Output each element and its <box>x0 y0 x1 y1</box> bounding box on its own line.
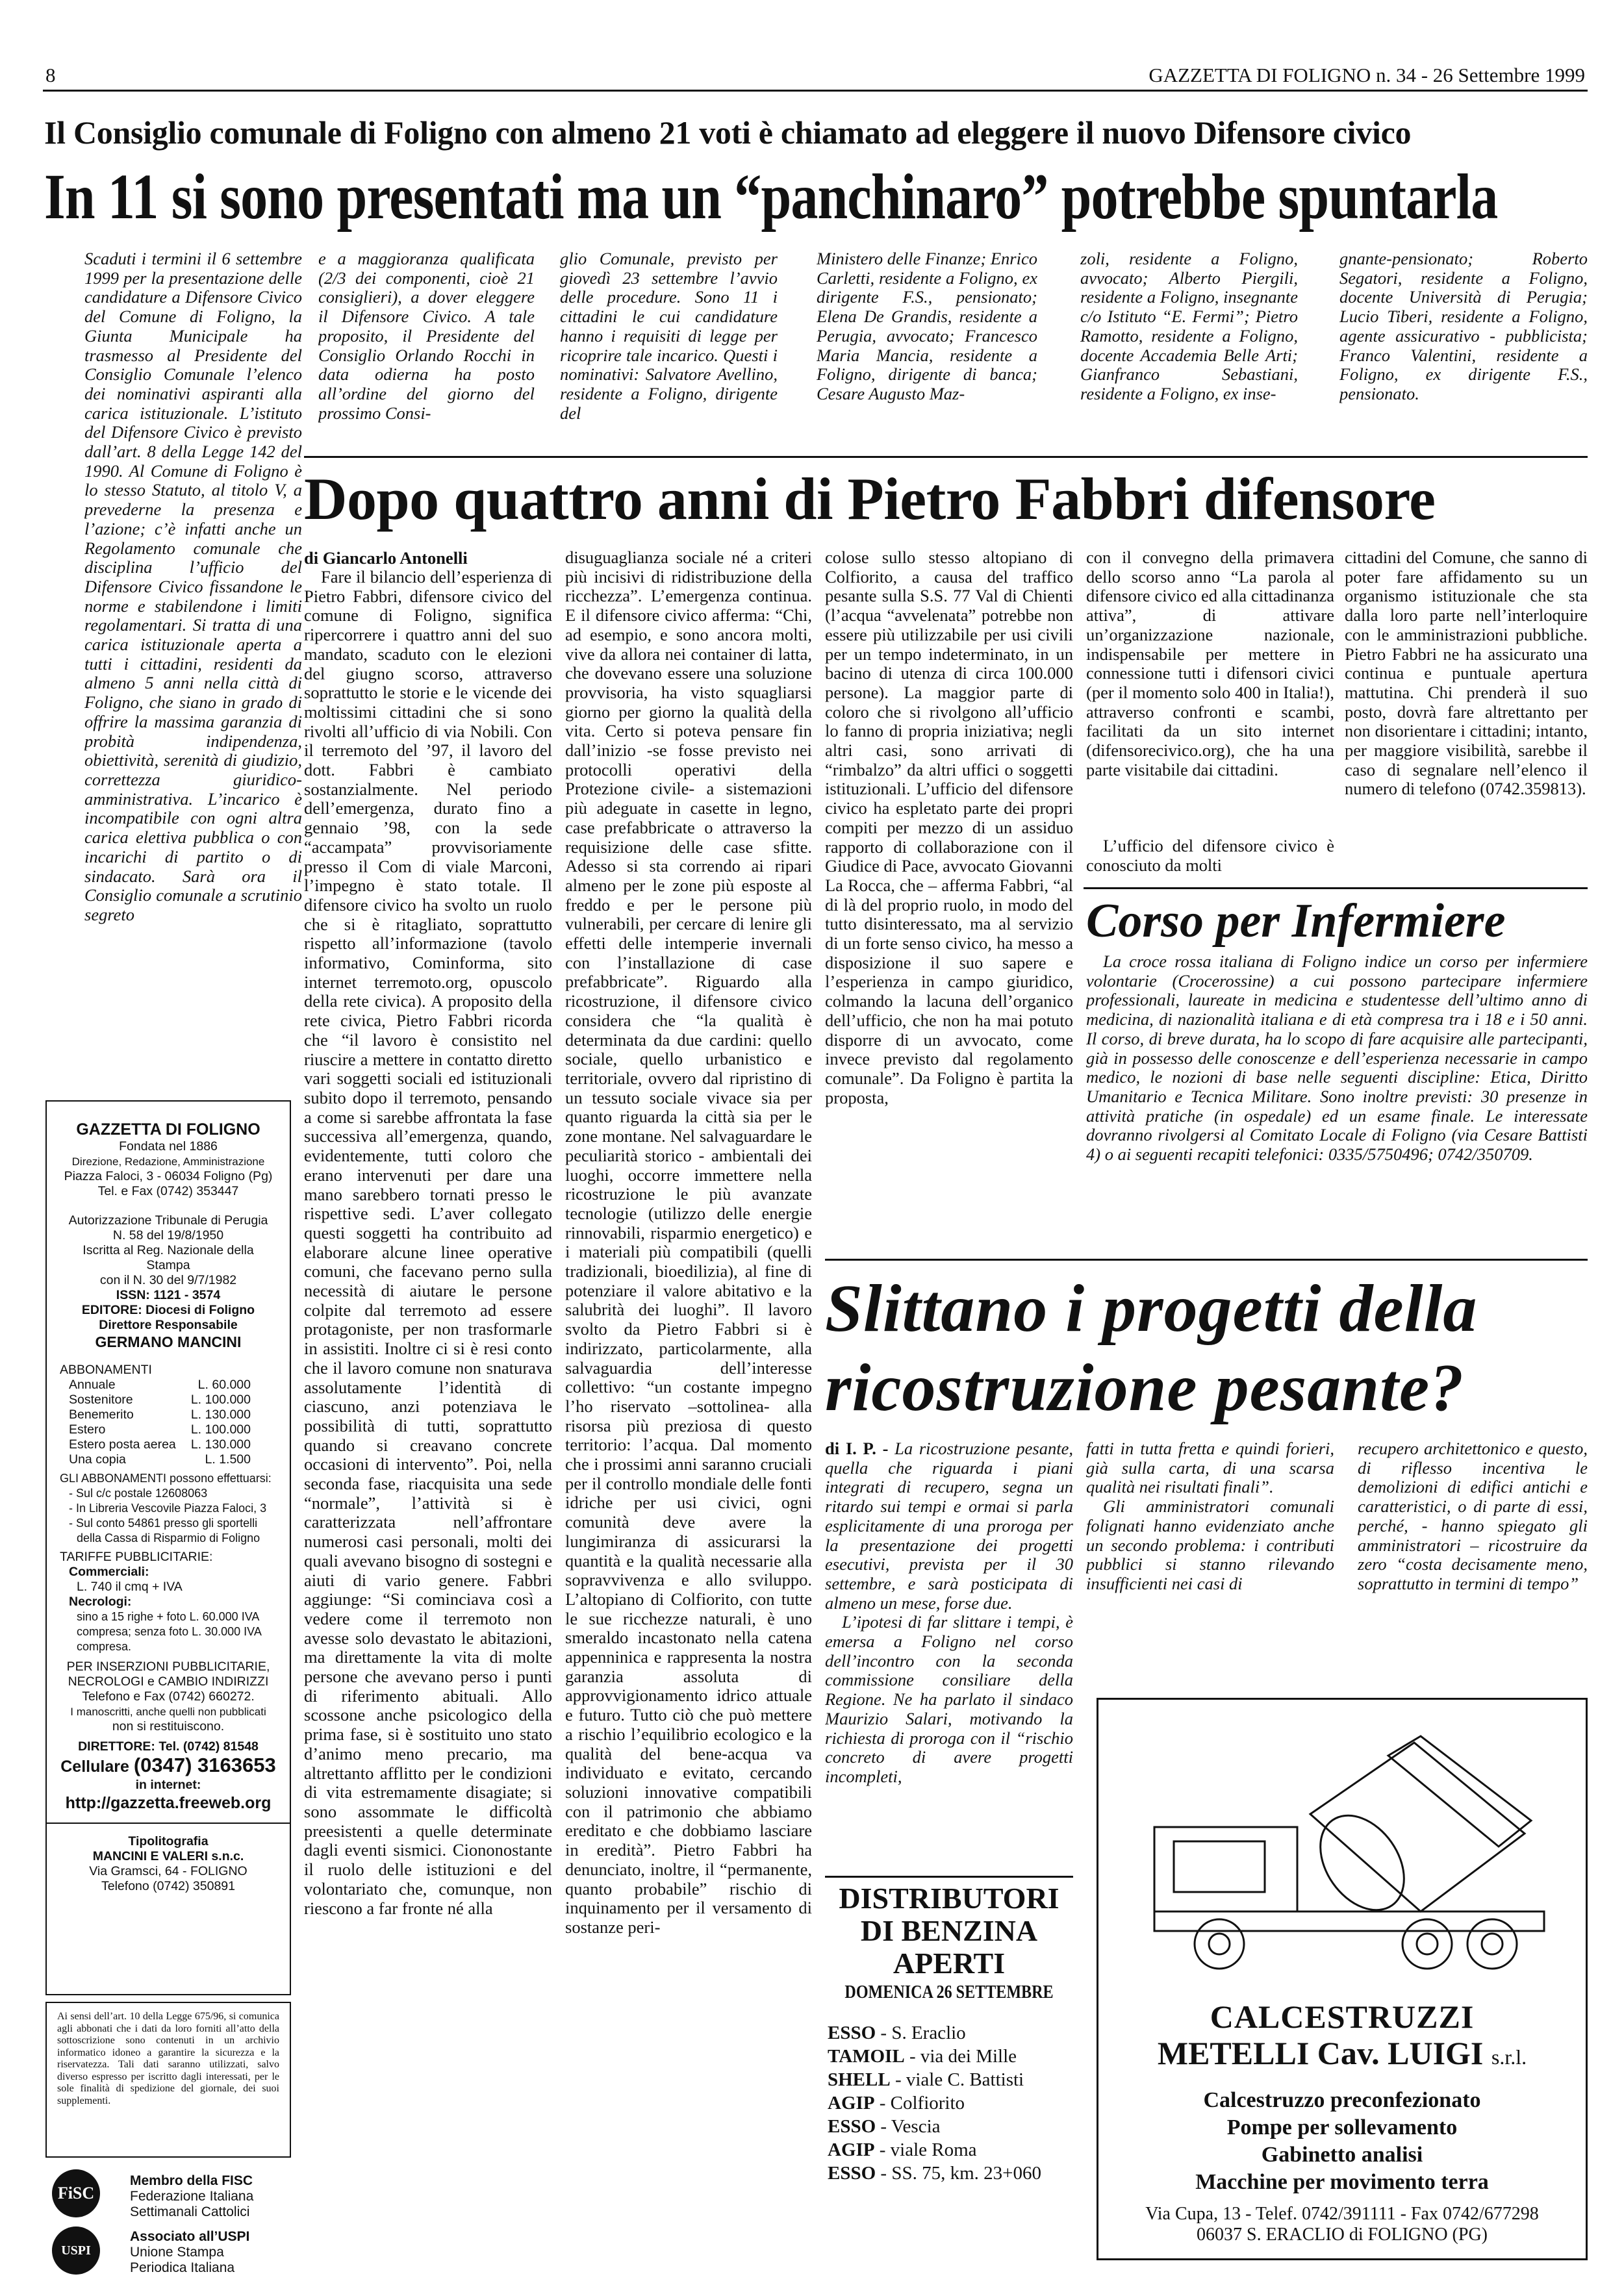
masthead-pay: - Sul conto 54861 presso gli sportelli <box>69 1517 258 1530</box>
fuel-station: ESSO - SS. 75, km. 23+060 <box>828 2163 1041 2184</box>
article1-bottom-rule <box>304 456 1588 458</box>
article3-headline: Corso per Infermiere <box>1086 894 1506 948</box>
masthead-direttore: GERMANO MANCINI <box>95 1333 242 1350</box>
fuel-top-rule <box>825 1876 1073 1878</box>
masthead-tariffe: compresa. <box>77 1640 132 1653</box>
ad-company-name-line1: CALCESTRUZZI <box>1210 1999 1475 2035</box>
masthead-aut2: N. 58 del 19/8/1950 <box>112 1228 224 1243</box>
masthead-title: GAZZETTA DI FOLIGNO <box>76 1120 260 1139</box>
masthead-tipografia: Tipolitografia <box>128 1834 209 1848</box>
masthead-editore: EDITORE: Diocesi di Foligno <box>81 1303 255 1317</box>
article2-byline: di Giancarlo Antonelli <box>304 548 468 568</box>
abb-row: Estero L. 100.000 <box>69 1422 251 1437</box>
masthead-abb-title: ABBONAMENTI <box>60 1363 152 1377</box>
ad-company-srl: s.r.l. <box>1491 2045 1527 2069</box>
fisc-logo-icon: FiSC <box>52 2169 100 2217</box>
fuel-station: ESSO - Vescia <box>828 2116 941 2137</box>
fuel-station: AGIP - viale Roma <box>828 2139 977 2160</box>
ad-address-line2: 06037 S. ERACLIO di FOLIGNO (PG) <box>1197 2225 1488 2245</box>
article4-col2 <box>1086 1439 1334 1686</box>
ad-service-line: Calcestruzzo preconfezionato <box>1203 2088 1481 2112</box>
ad-service-line: Pompe per sollevamento <box>1226 2115 1458 2139</box>
ad-company-name: METELLI Cav. LUIGI <box>1157 2035 1484 2071</box>
fuel-station: SHELL - viale C. Battisti <box>828 2069 1024 2090</box>
fuel-station: AGIP - Colfiorito <box>828 2093 965 2113</box>
article1-col6: gnante-pensionato; Roberto Segatori, residente a Foligno, docente Università di Perugia; Lucio Tiberi, residente a Foligno, agente assicurativo - pubblicista; Franco Valentini, residente a Foligno, ex dirigente F.S., pensionato. <box>1339 249 1588 403</box>
abb-row: Estero posta aerea L. 130.000 <box>69 1437 251 1452</box>
ad-service-line: Gabinetto analisi <box>1261 2143 1423 2167</box>
masthead-aut1: Autorizzazione Tribunale di Perugia <box>68 1213 268 1228</box>
masthead-inserzioni: non si restituiscono. <box>112 1719 225 1734</box>
article4-headline-line1: Slittano i progetti della <box>825 1271 1478 1346</box>
privacy-note: Ai sensi dell’art. 10 della Legge 675/96, si comunica agli abbonati che i dati da loro forniti all’atto della sottoscrizione sono contenuti in un archivio informatico idoneo a garantire la sicurezza e la riservatezza. Tali dati saranno utilizzati, salvo diverso espresso per iscritto dagli interessati, per le sole finalità di spedizione del giornale, dei suoi supplementi. <box>57 2011 279 2106</box>
abb-row: Una copia L. 1.500 <box>69 1452 251 1467</box>
fuel-box <box>825 1882 1073 2006</box>
header-rule <box>43 90 1588 92</box>
fuel-list <box>828 2021 1074 2185</box>
article3-top-rule <box>1084 887 1588 889</box>
masthead-tipografia: MANCINI E VALERI s.n.c. <box>92 1849 244 1863</box>
fuel-date: DOMENICA 26 SETTEMBRE <box>844 1982 1054 2002</box>
masthead-direttore-tel: DIRETTORE: Tel. (0742) 81548 <box>78 1739 259 1754</box>
article3-bottom-rule <box>825 1259 1588 1261</box>
article1-col1: Scaduti i termini il 6 settembre 1999 per la presentazione delle candidature a Difensore Civico del Comune di Foligno, la Giunta Municipale ha trasmesso al Presidente del Consiglio Comunale l’elenco dei nominativi aspiranti alla carica istituzionale. L’istituto del Difensore Civico è previsto dall’art. 8 della Legge 142 del 1990. Al Comune di Foligno è lo stesso Statuto, al titolo V, a prevederne la presenza e l’azione; c’è infatti anche un Regolamento comunale che disciplina l’ufficio del Difensore Civico fissandone le norme e stabilendone i limiti regolamentari. Si tratta di una carica istituzionale aperta a tutti i cittadini, residenti da almeno 5 anni nella città di Foligno, che siano in grado di offrire la massima garanzia di probità indipendenza, obiettività, serenità di giudizio, correttezza giuridico-amministrativa. L’incarico è incompatibile con ogni altra carica elettiva pubblica o con incarichi di partito o di sindacato. Sarà ora il Consiglio comunale a scrutinio segreto <box>84 249 302 924</box>
article4-col1b: L’ipotesi di far slittare i tempi, è emersa a Foligno nel corso dell’incontro con la seconda commissione consiliare della Regione. Ne ha parlato il sindaco Maurizio Salari, motivando la richiesta di proroga con il “rischio concreto di avere progetti incompleti, <box>825 1612 1073 1786</box>
masthead-inserzioni: Telefono e Fax (0742) 660272. <box>82 1689 255 1704</box>
page-number: 8 <box>45 64 56 86</box>
article1-col4: Ministero delle Finanze; Enrico Carletti, residente a Foligno, ex dirigente F.S., pensionato; Elena De Grandis, residente a Perugia, avvocato; Francesco Maria Mancia, residente a Foligno, dirigente di banca; Cesare Augusto Maz- <box>817 249 1037 403</box>
article2-col1: Fare il bilancio dell’esperienza di Pietro Fabbri, difensore civico del comune di Foligno, significa ripercorrere i quattro anni del suo mandato, scaduto con le elezioni del giugno scorso, attraverso soprattutto le storie e le vicende dei moltissimi cittadini che si sono rivolti all’ufficio di via Nobili. Con il terremoto del ’97, il lavoro del dott. Fabbri è cambiato sostanzialmente. Nel periodo dell’emergenza, durato fino a gennaio ’98, con la sede “accampata” provvisoriamente presso il Com di viale Marconi, l’impegno è stato totale. Il difensore civico ha svolto un ruolo che si è ritagliato, soprattutto rispetto all’informazione (tavolo informativo, Cominforma, sito internet terremoto.org, opuscolo della rete civica). A proposito della rete civica, Pietro Fabbri ricorda che “il lavoro è consistito nel riuscire a mettere in contatto diretto vari soggetti sociali ed istituzionali subito dopo il terremoto, pensando a come si sarebbe affrontata la fase successiva all’emergenza, quando, evidentemente, tutti coloro che erano intervenuti per dare una mano sarebbero tornati presso le rispettive sedi. L’aver collegato questi soggetti ha contribuito ad elaborare alcune linee operative comuni, che facevano perno sulla necessità di aiutare le persone colpite dal terremoto ad essere protagoniste, per non trasformarle in assistiti. Inoltre ci si è resi conto che il lavoro comune non snaturava assolutamente l’identità di ciascuno, anzi potenziava le possibilità di tutti, soprattutto quando si creavano concrete occasioni di intervento”. Poi, nella seconda fase, riacquisita una sede “normale”, l’attività si è caratterizzata nell’affrontare numerosi casi personali, molti dei quali avevano bisogno di sostegni e aiuti di vario genere. Fabbri aggiunge: “Si cominciava così a vedere come il terremoto non avesse solo devastato le abitazioni, ma direttamente la vita di molte persone che avevano perso i punti di riferimento abituali. Allo scossone anche psicologico della prima fase, si è sostituito uno stato d’animo meno precario, ma altrettanto afflitto per le condizioni di vita estremamente disagiate; si sono assommate le difficoltà preesistenti a quelle determinate dagli eventi sismici. Ciononostante il ruolo delle istituzioni e del volontariato che, comunque, non riescono a far fronte né alla <box>304 568 552 1918</box>
article1-col5: zoli, residente a Foligno, avvocato; Alberto Piergili, residente a Foligno, insegnante c/o Istituto “E. Fermi”; Pietro Ramotto, residente a Foligno, docente Accademia Belle Arti; Gianfranco Sebastiani, residente a Foligno, ex inse- <box>1080 249 1298 403</box>
abb-row: Benemerito L. 130.000 <box>69 1407 251 1422</box>
article2-col4b: L’ufficio del difensore civico è conosciuto da molti <box>1086 837 1334 875</box>
article2-col4: con il convegno della primavera dello scorso anno “La parola al difensore civico ed alla cittadinanza attiva”, di attivare un’organizzazione nazionale, indispensabile per mettere in connessione tutti i difensori civici (per il momento solo 400 in Italia!), attraverso confronti e scambi, facilitati da un sito internet (difensorecivico.org), che ha una parte visitabile dai cittadini. <box>1086 548 1334 779</box>
masthead-inserzioni: PER INSERZIONI PUBBLICITARIE, <box>66 1659 270 1674</box>
masthead-tariffe: Necrologi: <box>69 1595 132 1609</box>
article1-col2: e a maggioranza qualificata (2/3 dei componenti, cioè 21 consiglieri), a dover eleggere il Difensore Civico. A tale proposito, il Presidente del Consiglio Orlando Rocchi in data odierna ha posto all’ordine del giorno del prossimo Consi- <box>318 249 535 423</box>
masthead-direttore-label: Direttore Responsabile <box>99 1318 238 1332</box>
ad-company-name-line2 <box>1098 2035 1586 2075</box>
fisc-membership: Membro della FISC Federazione Italiana Settimanali Cattolici <box>130 2173 254 2219</box>
masthead-pay: - Sul c/c postale 12608063 <box>69 1487 208 1500</box>
article2-col5: cittadini del Comune, che sanno di poter fare affidamento su un organismo istituzionale che sta dalla loro parte nell’interloquire con le amministrazioni pubbliche. Pietro Fabbri ne ha assicurato una continua e puntuale apertura mattutina. Chi prenderà il suo posto, dovrà fare altrettanto per non disorientare i cittadini; intanto, per maggiore visibilità, sarebbe il caso di segnalare nell’elenco il numero di telefono (0742.359813). <box>1345 548 1588 799</box>
article4-headline-line2: ricostruzione pesante? <box>825 1350 1465 1425</box>
masthead-founded: Fondata nel 1886 <box>119 1139 218 1154</box>
uspi-membership: Associato all’USPI Unione Stampa Periodica Italiana <box>130 2229 250 2275</box>
article2-col2: disuguaglianza sociale né a criteri più incisivi di ridistribuzione della ricchezza”. L’emergenza continua. E il difensore civico afferma: “Chi, ad esempio, e sono ancora molti, vive da allora nei container di latta, che dovevano essere una soluzione provvisoria, ha visto squagliarsi giorno per giorno la qualità della vita. Certo si poteva pensare fin dall’inizio -se fosse previsto nei protocolli operativi della Protezione civile- a sistemazioni più adeguate in casette in legno, case prefabbricate o attraverso la requisizione delle case sfitte. Adesso si sta correndo ai ripari almeno per le zone più esposte al freddo e per le persone più vulnerabili, per cercare di lenire gli effetti delle intemperie invernali con l’installazione di case prefabbricate”. Riguardo alla ricostruzione, il difensore civico considera che “la qualità è determinata da due cardini: quello sociale, quello urbanistico e territoriale, ovvero dal ripristino di un tessuto sociale vivace sia per quanto riguarda la città sia per le zone montane. Nel salvaguardare le peculiarità storico - ambientali dei luoghi, occorre immettere nella ricostruzione le più avanzate tecnologie (utilizzo delle energie rinnovabili, risparmio energetico) e i materiali più compatibili (quelli tradizionali, bioedilizia), al fine di potenziare il valore abitativo e la salubrità dei luoghi”. Il lavoro svolto da Pietro Fabbri si è indirizzato, particolarmente, alla salvaguardia dell’interesse collettivo: “un costante impegno l’ho riservato –sottolinea- alla risorsa più preziosa di questo territorio: l’acqua. Dal momento che i prossimi anni saranno cruciali per il controllo mondiale delle fonti idriche per usi civici, ogni comunità deve avere la lungimiranza di assicurarsi la quantità e la qualità necessarie alla sopravvivenza e allo sviluppo. L’altopiano di Colfiorito, con tutte le sue ricchezze naturali, è uno smeraldo incastonato nella catena appenninica e rappresenta la nostra garanzia assoluta di approvvigionamento idrico attuale e futuro. Tutto ciò che può mettere a rischio l’equilibrio ecologico e la qualità del bene-acqua va individuato e evitato, cercando soluzioni innovative compatibili con il patrimonio che abbiamo ereditato e che dobbiamo lasciare in eredità”. Pietro Fabbri ha denunciato, inoltre, il “permanente, quanto probabile” rischio di inquinamento per il versamento di sostanze peri- <box>565 548 812 1937</box>
article2-headline: Dopo quattro anni di Pietro Fabbri difensore <box>304 466 1436 532</box>
masthead-address: Piazza Faloci, 3 - 06034 Foligno (Pg) <box>64 1169 273 1183</box>
masthead-inserzioni: NECROLOGI e CAMBIO INDIRIZZI <box>68 1674 269 1689</box>
article4-col1 <box>825 1439 1073 1868</box>
masthead-pay: GLI ABBONAMENTI possono effettuarsi: <box>60 1472 272 1485</box>
masthead-tipografia: Via Gramsci, 64 - FOLIGNO <box>89 1864 247 1878</box>
masthead-pay: della Cassa di Risparmio di Foligno <box>77 1532 260 1545</box>
fuel-title2: DI BENZINA <box>860 1914 1038 1947</box>
masthead-internet-label: in internet: <box>135 1778 201 1792</box>
advertisement-box <box>1097 1698 1588 2260</box>
fuel-title1: DISTRIBUTORI <box>839 1882 1059 1915</box>
article4-col3: recupero architettonico e questo, di riflesso incentiva le demolizioni di edifici antichi e caratteristici, o di parte di essi, perché, - hanno spiegato gli amministratori – ricostruire da zero “costa decisamente meno, soprattutto in termini di tempo” <box>1358 1439 1588 1593</box>
concrete-mixer-truck-icon <box>1115 1730 1570 1983</box>
article1-col3: glio Comunale, previsto per giovedì 23 settembre l’avvio delle procedure. Sono 11 i cittadini le cui candidature hanno i requisiti di legge per ricoprire tale incarico. Questi i nominativi: Salvatore Avellino, residente a Foligno, dirigente del <box>560 249 778 423</box>
masthead-inserzioni: I manoscritti, anche quelli non pubblicati <box>70 1706 266 1718</box>
article2-col3: colose sullo stesso altopiano di Colfiorito, a causa del traffico pesante sulla S.S. 77 Val di Chienti (l’acqua “avvelenata” potrebbe non essere più utilizzabile per usi civili per un tempo indeterminato, in un bacino di utenza di circa 100.000 persone). La maggior parte di coloro che si rivolgono all’ufficio lo fanno di propria iniziativa; negli altri casi, sono arrivati di “rimbalzo” da altri uffici o soggetti istituzionali. L’ufficio del difensore civico ha espletato parte dei propri compiti per mezzo di un assiduo rapporto di collaborazione con il Giudice di Pace, avvocato Giovanni La Rocca, che – afferma Fabbri, “al di là del proprio ruolo, in modo del tutto disinteressato, ma al servizio di un forte senso civico, ha messo a disposizione il suo sapere e l’esperienza in campo giuridico, colmando la lacuna dell’organico dell’ufficio, che non ha mai potuto disporre di un avvocato, come invece previsto dal regolamento comunale”. Da Foligno è partita la proposta, <box>825 548 1073 1107</box>
ad-address <box>1098 2204 1586 2245</box>
article4-col2-text: fatti in tutta fretta e quindi forieri, già sulla carta, di una scarsa qualità nei risultati finali”. <box>1086 1439 1334 1497</box>
article1-kicker: Il Consiglio comunale di Foligno con almeno 21 voti è chiamato ad eleggere il nuovo Difensore civico <box>44 114 1412 151</box>
privacy-note-box <box>45 2002 291 2158</box>
masthead-cellulare: Cellulare (0347) 3163653 <box>60 1754 276 1776</box>
masthead-tipografia: Telefono (0742) 350891 <box>101 1879 235 1893</box>
article4-col1-text: La ricostruzione pesante, quella che riguarda i piani integrati di recupero, segna un ritardo sui tempi e ormai si parla esplicitamente di una proroga per la presentazione dei progetti esecutivi, prevista per il 30 settembre, e sarà posticipata di almeno un mese, forse due. <box>825 1439 1073 1613</box>
abb-row: Annuale L. 60.000 <box>69 1378 251 1392</box>
masthead-tariffe: L. 740 il cmq + IVA <box>77 1580 183 1594</box>
masthead-box <box>45 1100 291 1995</box>
masthead-pay: - In Libreria Vescovile Piazza Faloci, 3 <box>69 1502 267 1515</box>
fuel-station: TAMOIL - via dei Mille <box>828 2046 1017 2067</box>
fuel-station: ESSO - S. Eraclio <box>828 2023 966 2043</box>
article3-body: La croce rossa italiana di Foligno indice un corso per infermiere volontarie (Crocerossine) a cui possono partecipare infermiere professionali, laureate in medicina e studentesse dell’ultimo anno di medicina, di nazionalità italiana e di età compresa tra i 18 e i 50 anni. Il corso, di breve durata, ha lo scopo di fare acquisire alle partecipanti, già in possesso delle conoscenze e dell’esperienza necessarie in campo medico, le nozioni di base nelle seguenti discipline: Etica, Diritto Umanitario e Tecnica Militare. Sono inoltre previsti: 30 presenze in attività pratiche (in ospedale) ed un esame finale. Le interessate dovranno rivolgersi al Comitato Locale di Foligno (via Cesare Battisti 4) o ai seguenti recapiti telefonici: 0335/5750496; 0742/350709. <box>1086 952 1588 1165</box>
masthead-aut4: con il N. 30 del 9/7/1982 <box>99 1273 237 1287</box>
newspaper-masthead-line: GAZZETTA DI FOLIGNO n. 34 - 26 Settembre 1999 <box>1148 64 1585 86</box>
masthead-tariffe: TARIFFE PUBBLICITARIE: <box>60 1550 213 1564</box>
ad-address-line1: Via Cupa, 13 - Telef. 0742/391111 - Fax 0742/677298 <box>1145 2204 1539 2224</box>
abb-row: Sostenitore L. 100.000 <box>69 1393 251 1407</box>
uspi-logo-icon: USPI <box>52 2227 100 2275</box>
masthead-tariffe: compresa; senza foto L. 30.000 IVA <box>77 1625 262 1638</box>
ad-services <box>1098 2087 1586 2196</box>
masthead-aut3: Iscritta al Reg. Nazionale della Stampa <box>82 1243 254 1272</box>
article1-headline: In 11 si sono presentati ma un “panchinaro” potrebbe spuntarla <box>44 160 1498 233</box>
article4-col2b: Gli amministratori comunali folignati hanno evidenziato anche un secondo problema: i contributi pubblici si stanno rilevando insufficienti nei casi di <box>1086 1496 1334 1593</box>
masthead-telfax: Tel. e Fax (0742) 353447 <box>97 1184 239 1198</box>
ad-service-line: Macchine per movimento terra <box>1195 2170 1489 2194</box>
masthead-direzione: Direzione, Redazione, Amministrazione <box>71 1155 265 1168</box>
fuel-title3: APERTI <box>893 1947 1006 1980</box>
masthead-tariffe: Commerciali: <box>69 1565 149 1579</box>
article4-byline: di I. P. - <box>825 1439 889 1458</box>
masthead-internet-link[interactable]: http://gazzetta.freeweb.org <box>65 1794 272 1812</box>
masthead-issn: ISSN: 1121 - 3574 <box>116 1288 221 1302</box>
masthead-tariffe: sino a 15 righe + foto L. 60.000 IVA <box>77 1610 260 1623</box>
